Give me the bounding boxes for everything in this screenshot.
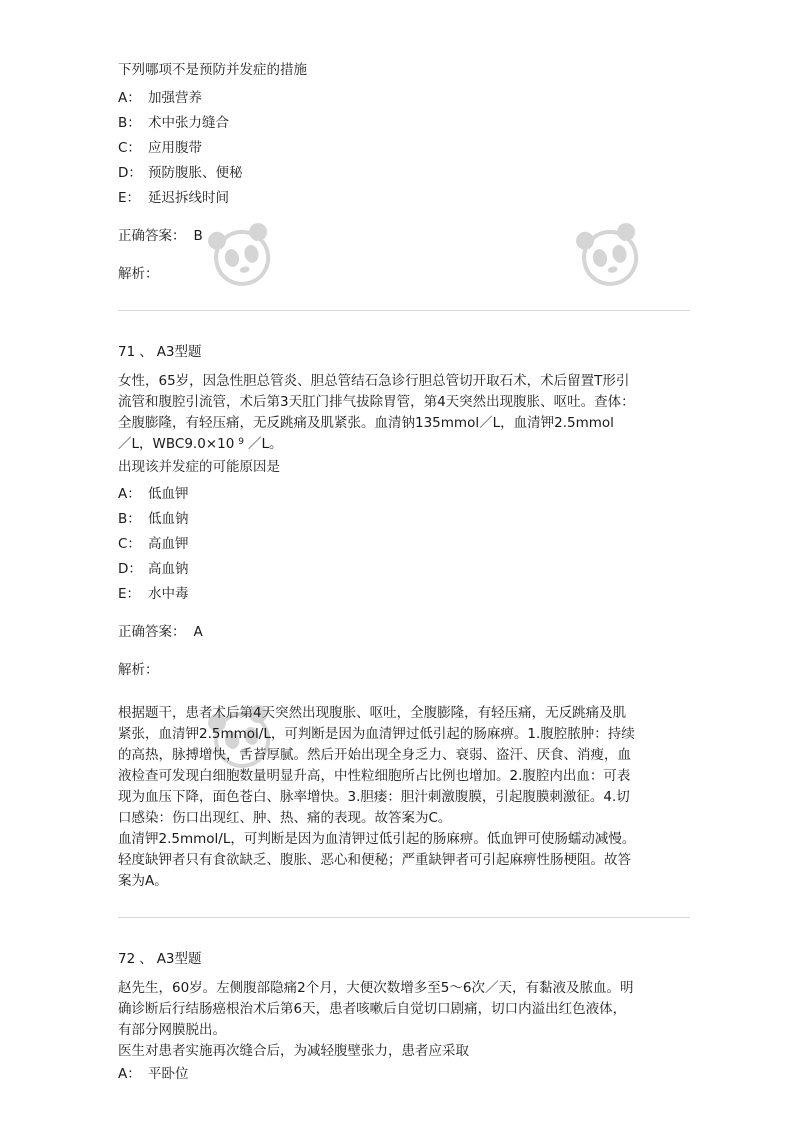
stem-line: 确诊断后行结肠癌根治术后第6天，患者咳嗽后自觉切口剧痛，切口内溢出红色液体，: [118, 1001, 627, 1017]
question-sep: 、: [139, 951, 153, 967]
option-a: [118, 482, 690, 507]
analysis-line: 血清钾2.5mmol/L，可判断是因为血清钾过低引起的肠麻痹。低血钾可使肠蠕动减慢。: [118, 831, 636, 847]
stem-text: ／L，WBC9.0×10: [118, 436, 235, 452]
option-letter: B：: [118, 115, 141, 131]
stem-line: [118, 434, 690, 457]
option-letter: E：: [118, 586, 141, 602]
question-69: [118, 60, 690, 285]
document-page: [118, 60, 690, 1087]
question-text: 出现该并发症的可能原因是: [118, 459, 280, 475]
option-e: [118, 186, 690, 211]
option-letter: A：: [118, 486, 141, 502]
answer-label: 正确答案：: [118, 624, 186, 640]
stem-line: 女性，65岁，因急性胆总管炎、胆总管结石急诊行胆总管切开取石术，术后留置T形引: [118, 373, 630, 389]
option-b: [118, 111, 690, 136]
answer-label: 正确答案：: [118, 228, 186, 244]
analysis-label: 解析：: [118, 266, 159, 282]
option-e: [118, 582, 690, 607]
option-text: 高血钾: [148, 536, 189, 552]
stem-text: ／L。: [248, 436, 283, 452]
question-72: [118, 948, 690, 1087]
option-a: [118, 86, 690, 111]
answer-value: B: [193, 228, 203, 244]
question-type: A3型题: [156, 951, 202, 967]
option-letter: C：: [118, 536, 141, 552]
option-text: 高血钠: [148, 561, 189, 577]
analysis-line: 口感染：伤口出现红、肿、热、痛的表现。故答案为C。: [118, 810, 452, 826]
analysis-line: 的高热，脉搏增快，舌苔厚腻。然后开始出现全身乏力、衰弱、盗汗、厌食、消瘦，血: [118, 747, 631, 763]
analysis-line: 现为血压下降，面色苍白、脉率增快。3.胆瘘：胆汁刺激腹膜，引起腹膜刺激征。4.切: [118, 789, 630, 805]
stem-line: 有部分网膜脱出。: [118, 1022, 226, 1038]
analysis-label: 解析：: [118, 662, 159, 678]
question-number: [118, 948, 690, 970]
question-title: 下列哪项不是预防并发症的措施: [118, 62, 307, 78]
option-c: [118, 136, 690, 161]
stem-line: 流管和腹腔引流管，术后第3天肛门排气拔除胃管，第4天突然出现腹胀、呕吐。查体：: [118, 394, 635, 410]
stem-line: 全腹膨隆，有轻压痛，无反跳痛及肌紧张。血清钠135mmol／L，血清钾2.5mmol: [118, 415, 614, 431]
option-d: [118, 557, 690, 582]
option-text: 低血钠: [148, 511, 189, 527]
option-letter: D：: [118, 165, 142, 181]
option-a: [118, 1062, 690, 1087]
option-letter: D：: [118, 561, 142, 577]
option-text: 应用腹带: [148, 140, 202, 156]
question-number: [118, 341, 690, 363]
option-text: 术中张力缝合: [148, 115, 229, 131]
question-text: 医生对患者实施再次缝合后，为减轻腹壁张力，患者应采取: [118, 1043, 469, 1059]
option-letter: C：: [118, 140, 141, 156]
correct-answer: [118, 621, 690, 643]
analysis-line: 根据题干，患者术后第4天突然出现腹胀、呕吐，全腹膨隆，有轻压痛，无反跳痛及肌: [118, 705, 627, 721]
question-stem: [118, 978, 690, 1062]
option-text: 加强营养: [148, 90, 202, 106]
answer-value: A: [193, 624, 203, 640]
option-text: 平卧位: [148, 1066, 189, 1082]
option-d: [118, 161, 690, 186]
question-index: 71: [118, 344, 136, 360]
correct-answer: [118, 225, 690, 247]
analysis-line: 轻度缺钾者只有食欲缺乏、腹胀、恶心和便秘；严重缺钾者可引起麻痹性肠梗阻。故答: [118, 852, 631, 868]
option-text: 水中毒: [148, 586, 189, 602]
question-index: 72: [118, 951, 136, 967]
stem-line: 赵先生，60岁。左侧腹部隐痛2个月，大便次数增多至5～6次／天，有黏液及脓血。明: [118, 980, 634, 996]
analysis-line: 液检查可发现白细胞数量明显升高，中性粒细胞所占比例也增加。2.腹腔内出血：可表: [118, 768, 631, 784]
option-text: 低血钾: [148, 486, 189, 502]
analysis-line: 案为A。: [118, 873, 168, 889]
analysis-text: [118, 703, 690, 892]
option-text: 延迟拆线时间: [148, 190, 229, 206]
option-c: [118, 532, 690, 557]
option-letter: B：: [118, 511, 141, 527]
analysis-line: 紧张，血清钾2.5mmol/L，可判断是因为血清钾过低引起的肠麻痹。1.腹腔脓肿：持续: [118, 726, 635, 742]
option-letter: E：: [118, 190, 141, 206]
option-text: 预防腹胀、便秘: [148, 165, 243, 181]
option-letter: A：: [118, 90, 141, 106]
section-divider: [118, 917, 690, 918]
question-71: [118, 341, 690, 892]
option-letter: A：: [118, 1066, 141, 1082]
section-divider: [118, 310, 690, 311]
option-b: [118, 507, 690, 532]
superscript: 9: [238, 437, 245, 447]
question-type: A3型题: [156, 344, 202, 360]
question-sep: 、: [139, 344, 153, 360]
question-stem: [118, 371, 690, 478]
